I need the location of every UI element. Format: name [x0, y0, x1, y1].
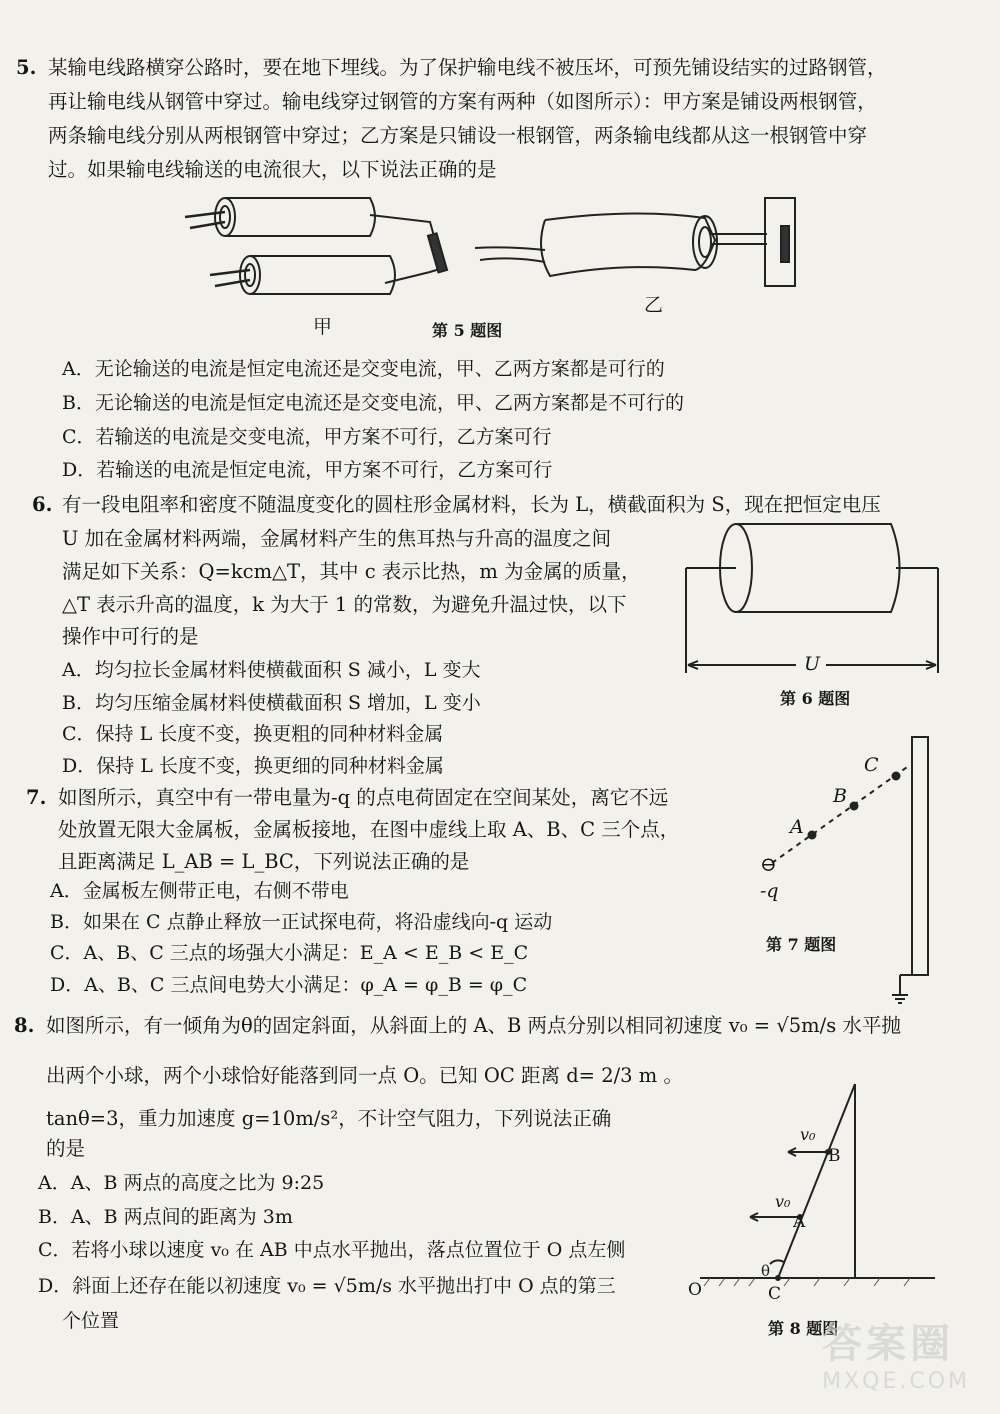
q8-option-c: C．若将小球以速度 v₀ 在 AB 中点水平抛出，落点位置位于 O 点左侧 [38, 1239, 626, 1261]
q7-caption: 第 7 题图 [766, 935, 837, 954]
q5-stem-line-4: 过。如果输电线输送的电流很大，以下说法正确的是 [48, 158, 497, 181]
q7-option-a: A．金属板左侧带正电，右侧不带电 [50, 880, 349, 902]
watermark-line-1: 答案圈 [822, 1321, 955, 1367]
q6-stem-line-2: U 加在金属材料两端，金属材料产生的焦耳热与升高的温度之间 [62, 527, 612, 550]
q7-stem-line-2: 处放置无限大金属板，金属板接地，在图中虚线上取 A、B、C 三个点， [58, 818, 680, 841]
q8-caption: 第 8 题图 [768, 1319, 839, 1338]
q5-figure-label-jia: 甲 [313, 316, 333, 338]
q5-number: 5. [16, 56, 37, 79]
point-c [892, 772, 901, 781]
watermark [822, 1312, 970, 1394]
q7-figure [750, 735, 940, 1005]
q6-stem-line-1: 有一段电阻率和密度不随温度变化的圆柱形金属材料，长为 L，横截面积为 S，现在把恒定电压 [62, 493, 881, 516]
q8-stem-line-3: tanθ=3，重力加速度 g=10m/s²，不计空气阻力，下列说法正确 [46, 1107, 612, 1130]
q6-figure-label-u: U [804, 653, 821, 675]
q8-label-c: C [768, 1284, 782, 1304]
q7-option-c: C．A、B、C 三点的场强大小满足：E_A < E_B < E_C [50, 942, 529, 964]
q7-number: 7. [26, 786, 47, 809]
q7-label-a: A [790, 816, 804, 838]
q7-label-b: B [833, 785, 847, 807]
pipe-scheme-jia [185, 198, 447, 294]
q5-figure-label-yi: 乙 [644, 294, 664, 316]
q5-option-c: C．若输送的电流是交变电流，甲方案不可行，乙方案可行 [62, 426, 552, 448]
q6-stem-line-5: 操作中可行的是 [62, 625, 199, 648]
q5-option-b: B．无论输送的电流是恒定电流还是交变电流，甲、乙两方案都是不可行的 [62, 392, 684, 414]
q8-label-o: O [688, 1280, 702, 1300]
q8-option-b: B．A、B 两点间的距离为 3m [38, 1206, 293, 1228]
q8-option-d-continued: 个位置 [62, 1310, 120, 1332]
q8-stem-line-1: 如图所示，有一倾角为θ的固定斜面，从斜面上的 A、B 两点分别以相同初速度 v₀ = √5m/s 水平抛 [46, 1014, 901, 1037]
q8-figure [700, 1080, 940, 1320]
q6-stem-line-4: △T 表示升高的温度，k 为大于 1 的常数，为避免升温过快，以下 [62, 593, 627, 616]
q7-charge-label: -q [760, 880, 779, 902]
q8-label-b: B [828, 1146, 841, 1166]
q8-label-v0-top: v₀ [800, 1125, 816, 1144]
pipe-scheme-yi [475, 198, 795, 286]
point-c [775, 1275, 781, 1281]
q5-option-a: A．无论输送的电流是恒定电流还是交变电流，甲、乙两方案都是可行的 [62, 358, 665, 380]
q8-option-a: A．A、B 两点的高度之比为 9:25 [38, 1172, 325, 1194]
q5-stem-line-3: 两条输电线分别从两根钢管中穿过；乙方案是只铺设一根钢管，两条输电线都从这一根钢管中穿 [48, 124, 868, 147]
q6-stem-line-3: 满足如下关系：Q=kcm△T，其中 c 表示比热，m 为金属的质量， [62, 560, 641, 583]
q7-label-c: C [864, 754, 879, 776]
q6-option-a: A．均匀拉长金属材料使横截面积 S 减小，L 变大 [62, 659, 481, 681]
q6-option-b: B．均匀压缩金属材料使横截面积 S 增加，L 变小 [62, 692, 481, 714]
q5-stem-line-2: 再让输电线从钢管中穿过。输电线穿过钢管的方案有两种（如图所示）：甲方案是铺设两根钢管， [48, 90, 877, 113]
q5-option-d: D．若输送的电流是恒定电流，甲方案不可行，乙方案可行 [62, 459, 553, 481]
watermark-line-2: MXQE.COM [822, 1369, 970, 1394]
q5-stem-line-1: 某输电线路横穿公路时，要在地下埋线。为了保护输电线不被压坏，可预先铺设结实的过路钢管， [48, 56, 887, 79]
q7-stem-line-1: 如图所示，真空中有一带电量为-q 的点电荷固定在空间某处，离它不远 [58, 786, 669, 809]
q6-option-d: D．保持 L 长度不变，换更细的同种材料金属 [62, 755, 444, 777]
q7-stem-line-3: 且距离满足 L_AB = L_BC，下列说法正确的是 [58, 850, 470, 873]
q5-caption: 第 5 题图 [432, 321, 503, 340]
q8-label-v0-bottom: v₀ [775, 1192, 791, 1211]
q6-caption: 第 6 题图 [780, 689, 851, 708]
q6-option-c: C．保持 L 长度不变，换更粗的同种材料金属 [62, 723, 444, 745]
q7-option-b: B．如果在 C 点静止释放一正试探电荷，将沿虚线向-q 运动 [50, 911, 553, 933]
q8-label-a: A [793, 1212, 806, 1232]
q8-stem-line-4: 的是 [46, 1137, 86, 1160]
point-a [808, 831, 817, 840]
q6-number: 6. [32, 493, 53, 516]
q8-option-d: D．斜面上还存在能以初速度 v₀ = √5m/s 水平抛出打中 O 点的第三 [38, 1275, 616, 1297]
q8-stem-line-2: 出两个小球，两个小球恰好能落到同一点 O。已知 OC 距离 d= 2/3 m 。 [46, 1064, 683, 1087]
q7-option-d: D．A、B、C 三点间电势大小满足：φ_A = φ_B = φ_C [50, 974, 528, 996]
charge-icon: ⊖ [760, 852, 777, 876]
point-b [850, 802, 859, 811]
q8-label-theta: θ [761, 1262, 771, 1280]
q8-number: 8. [14, 1014, 35, 1037]
metal-plate [912, 737, 928, 975]
incline-surface [778, 1084, 855, 1278]
dashed-line [772, 765, 910, 863]
